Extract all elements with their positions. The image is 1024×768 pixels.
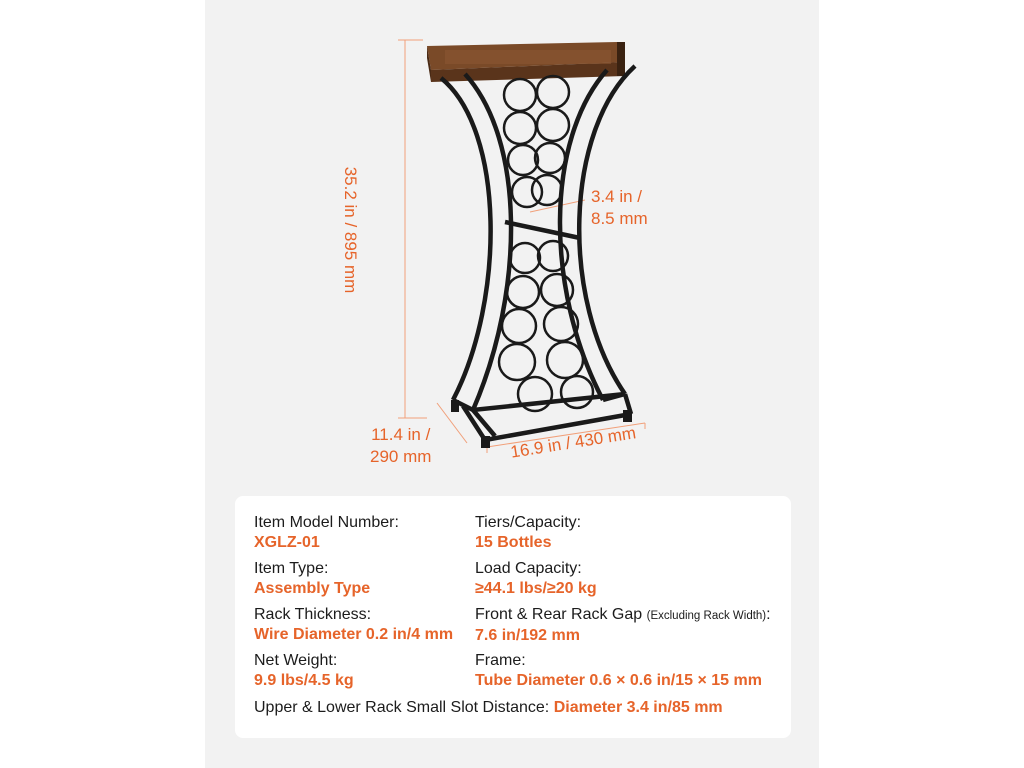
depth-dimension-line1: 11.4 in / [371, 425, 431, 444]
spec-tiers [475, 513, 581, 553]
spec-load-label: Load Capacity: [475, 560, 582, 577]
height-dimension: 35.2 in / 895 mm [341, 166, 360, 294]
spec-thickness-value: Wire Diameter 0.2 in/4 mm [254, 626, 454, 643]
gap-dimension [591, 186, 648, 230]
spec-frame [475, 651, 762, 691]
wine-rack-drawing [205, 0, 819, 490]
spec-slot-value: Diameter 3.4 in/85 mm [553, 699, 723, 716]
spec-model-label: Item Model Number: [254, 514, 399, 531]
spec-type-label: Item Type: [254, 560, 329, 577]
spec-model-value: XGLZ-01 [254, 534, 320, 551]
spec-slot-label: Upper & Lower Rack Small Slot Distance: [254, 699, 550, 716]
depth-dimension [370, 424, 431, 468]
width-dimension: 16.9 in / 430 mm [509, 423, 638, 462]
spec-weight-value: 9.9 lbs/4.5 kg [254, 672, 354, 689]
spec-type-value: Assembly Type [254, 580, 371, 597]
spec-gap-value: 7.6 in/192 mm [475, 627, 580, 644]
spec-gap [475, 605, 771, 646]
depth-dimension-line2: 290 mm [370, 447, 432, 466]
spec-load-value: ≥44.1 lbs/≥20 kg [475, 580, 597, 597]
spec-tiers-label: Tiers/Capacity: [475, 514, 582, 531]
spec-frame-value: Tube Diameter 0.6 × 0.6 in/15 × 15 mm [475, 672, 762, 689]
spec-frame-label: Frame: [475, 652, 526, 669]
spec-gap-label: Front & Rear Rack Gap [475, 606, 643, 623]
gap-dimension-line2: 8.5 mm [591, 209, 648, 228]
spec-model [254, 513, 399, 553]
spec-load [475, 559, 597, 599]
spec-card [235, 496, 791, 738]
spec-tiers-value: 15 Bottles [475, 534, 552, 551]
spec-gap-note: (Excluding Rack Width) [646, 610, 767, 622]
spec-gap-suffix: : [766, 606, 771, 623]
spec-slot [254, 698, 723, 718]
spec-thickness-label: Rack Thickness: [254, 606, 372, 623]
gap-dimension-line1: 3.4 in / [591, 187, 643, 206]
spec-thickness [254, 605, 453, 645]
product-illustration [205, 0, 819, 490]
spec-weight [254, 651, 354, 691]
wood-tray [427, 42, 625, 82]
spec-type [254, 559, 370, 599]
spec-weight-label: Net Weight: [254, 652, 338, 669]
